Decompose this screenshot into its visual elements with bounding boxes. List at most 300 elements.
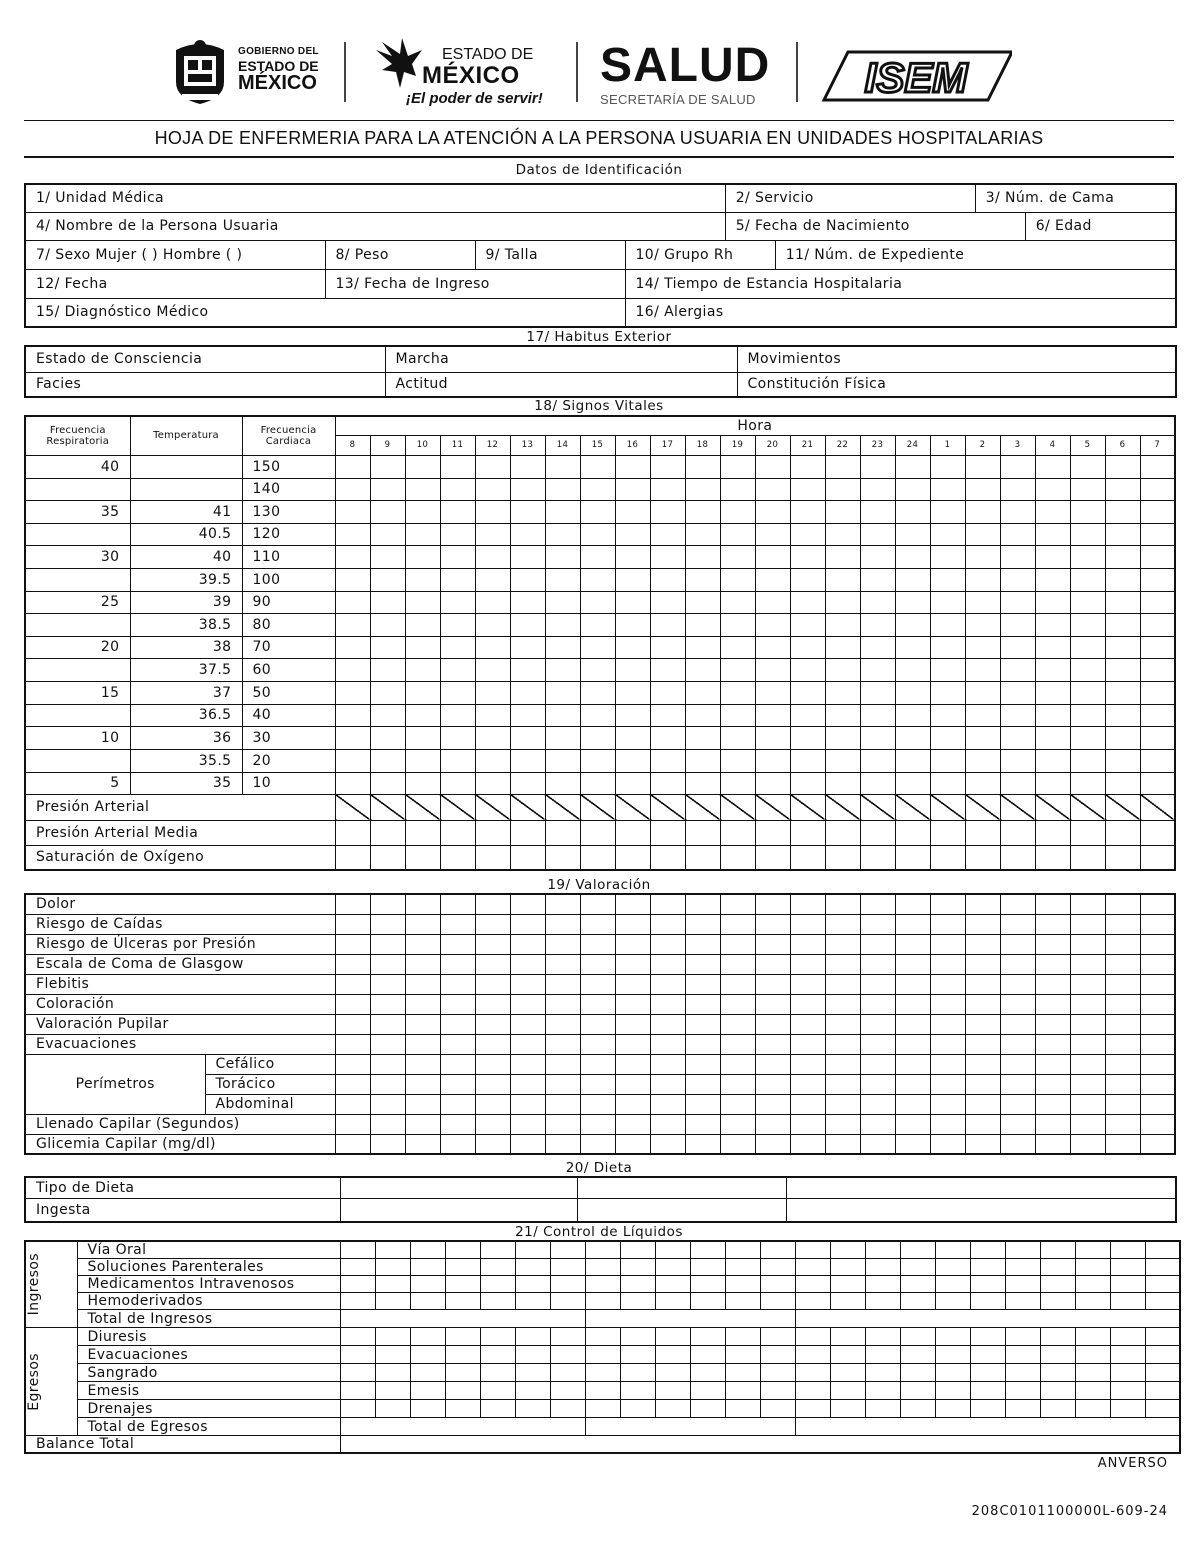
ingresos-cell[interactable] <box>725 1259 760 1276</box>
valoracion-cell[interactable] <box>510 954 545 974</box>
egresos-cell[interactable] <box>585 1382 620 1400</box>
valoracion-cell[interactable] <box>685 954 720 974</box>
vital-sign-cell[interactable] <box>1140 545 1175 568</box>
vital-sign-cell[interactable] <box>475 500 510 523</box>
presion-arterial-cell[interactable] <box>1000 794 1035 820</box>
egresos-cell[interactable] <box>690 1346 725 1364</box>
vital-sign-cell[interactable] <box>650 455 685 478</box>
vital-sign-cell[interactable] <box>1105 568 1140 591</box>
vital-sign-cell[interactable] <box>685 658 720 681</box>
vital-sign-cell[interactable] <box>930 704 965 726</box>
vital-sign-cell[interactable] <box>895 658 930 681</box>
presion-arterial-cell[interactable] <box>930 794 965 820</box>
ingresos-cell[interactable] <box>550 1293 585 1310</box>
ingresos-cell[interactable] <box>795 1276 830 1293</box>
egresos-cell[interactable] <box>550 1346 585 1364</box>
perimetro-cell[interactable] <box>405 1054 440 1074</box>
egresos-cell[interactable] <box>760 1328 795 1346</box>
valoracion-cell[interactable] <box>405 974 440 994</box>
egresos-cell[interactable] <box>865 1364 900 1382</box>
vital-sign-cell[interactable] <box>965 726 1000 749</box>
vital-sign-cell[interactable] <box>930 636 965 658</box>
vital-sign-cell[interactable] <box>1070 749 1105 772</box>
egresos-cell[interactable] <box>445 1400 480 1418</box>
valoracion-cell[interactable] <box>580 1034 615 1054</box>
field-unidad-medica[interactable]: 1/ Unidad Médica <box>25 184 725 212</box>
vital-sign-cell[interactable] <box>755 613 790 636</box>
egresos-cell[interactable] <box>655 1364 690 1382</box>
vital-sign-cell[interactable] <box>720 726 755 749</box>
valoracion-cell[interactable] <box>440 934 475 954</box>
vital-sign-cell[interactable] <box>615 478 650 500</box>
valoracion-cell[interactable] <box>370 1114 405 1134</box>
perimetro-cell[interactable] <box>965 1074 1000 1094</box>
valoracion-cell[interactable] <box>965 974 1000 994</box>
vital-sign-cell[interactable] <box>790 545 825 568</box>
vital-sign-cell[interactable] <box>370 726 405 749</box>
perimetro-cell[interactable] <box>825 1094 860 1114</box>
valoracion-cell[interactable] <box>965 934 1000 954</box>
vital-sign-cell[interactable] <box>685 478 720 500</box>
valoracion-cell[interactable] <box>825 1114 860 1134</box>
vital-sign-cell[interactable] <box>755 568 790 591</box>
vital-sign-cell[interactable] <box>720 523 755 545</box>
valoracion-cell[interactable] <box>685 1034 720 1054</box>
ingresos-cell[interactable] <box>375 1276 410 1293</box>
vital-sign-cell[interactable] <box>860 591 895 613</box>
ingresos-cell[interactable] <box>445 1259 480 1276</box>
egresos-cell[interactable] <box>830 1382 865 1400</box>
valoracion-cell[interactable] <box>1000 954 1035 974</box>
valoracion-cell[interactable] <box>370 894 405 914</box>
ingresos-cell[interactable] <box>760 1276 795 1293</box>
vital-sign-cell[interactable] <box>335 568 370 591</box>
egresos-cell[interactable] <box>480 1364 515 1382</box>
egresos-cell[interactable] <box>340 1328 375 1346</box>
perimetro-cell[interactable] <box>825 1074 860 1094</box>
presion-media-cell[interactable] <box>790 820 825 845</box>
valoracion-cell[interactable] <box>755 1014 790 1034</box>
perimetro-cell[interactable] <box>790 1094 825 1114</box>
vital-sign-cell[interactable] <box>545 749 580 772</box>
vital-sign-cell[interactable] <box>440 704 475 726</box>
ingresos-cell[interactable] <box>480 1276 515 1293</box>
vital-sign-cell[interactable] <box>860 478 895 500</box>
vital-sign-cell[interactable] <box>405 726 440 749</box>
vital-sign-cell[interactable] <box>1000 568 1035 591</box>
egresos-cell[interactable] <box>585 1364 620 1382</box>
vital-sign-cell[interactable] <box>370 568 405 591</box>
presion-media-cell[interactable] <box>475 820 510 845</box>
egresos-cell[interactable] <box>1075 1382 1110 1400</box>
egresos-cell[interactable] <box>550 1400 585 1418</box>
perimetro-cell[interactable] <box>545 1074 580 1094</box>
vital-sign-cell[interactable] <box>580 613 615 636</box>
presion-arterial-cell[interactable] <box>650 794 685 820</box>
egresos-cell[interactable] <box>1075 1400 1110 1418</box>
valoracion-cell[interactable] <box>1105 1134 1140 1154</box>
valoracion-cell[interactable] <box>1000 1014 1035 1034</box>
valoracion-cell[interactable] <box>720 1134 755 1154</box>
vital-sign-cell[interactable] <box>440 568 475 591</box>
vital-sign-cell[interactable] <box>1070 478 1105 500</box>
vital-sign-cell[interactable] <box>1000 545 1035 568</box>
vital-sign-cell[interactable] <box>370 591 405 613</box>
vital-sign-cell[interactable] <box>825 545 860 568</box>
valoracion-cell[interactable] <box>580 954 615 974</box>
total-egresos-turno-1[interactable] <box>340 1418 585 1436</box>
perimetro-cell[interactable] <box>790 1054 825 1074</box>
perimetro-cell[interactable] <box>405 1074 440 1094</box>
vital-sign-cell[interactable] <box>930 523 965 545</box>
egresos-cell[interactable] <box>655 1346 690 1364</box>
egresos-cell[interactable] <box>1145 1364 1180 1382</box>
perimetro-cell[interactable] <box>475 1054 510 1074</box>
valoracion-cell[interactable] <box>650 974 685 994</box>
vital-sign-cell[interactable] <box>370 545 405 568</box>
perimetro-cell[interactable] <box>790 1074 825 1094</box>
saturacion-cell[interactable] <box>965 845 1000 870</box>
vital-sign-cell[interactable] <box>1140 613 1175 636</box>
presion-arterial-cell[interactable] <box>545 794 580 820</box>
vital-sign-cell[interactable] <box>1000 613 1035 636</box>
ingresos-cell[interactable] <box>480 1241 515 1259</box>
valoracion-cell[interactable] <box>930 954 965 974</box>
presion-media-cell[interactable] <box>965 820 1000 845</box>
vital-sign-cell[interactable] <box>755 500 790 523</box>
egresos-cell[interactable] <box>900 1346 935 1364</box>
valoracion-cell[interactable] <box>405 954 440 974</box>
valoracion-cell[interactable] <box>510 1134 545 1154</box>
valoracion-cell[interactable] <box>895 974 930 994</box>
egresos-cell[interactable] <box>1145 1328 1180 1346</box>
ingresos-cell[interactable] <box>410 1241 445 1259</box>
valoracion-cell[interactable] <box>720 954 755 974</box>
vital-sign-cell[interactable] <box>1070 568 1105 591</box>
presion-arterial-cell[interactable] <box>790 794 825 820</box>
vital-sign-cell[interactable] <box>475 636 510 658</box>
valoracion-cell[interactable] <box>370 994 405 1014</box>
vital-sign-cell[interactable] <box>510 704 545 726</box>
vital-sign-cell[interactable] <box>440 749 475 772</box>
valoracion-cell[interactable] <box>1070 974 1105 994</box>
vital-sign-cell[interactable] <box>510 545 545 568</box>
valoracion-cell[interactable] <box>825 914 860 934</box>
vital-sign-cell[interactable] <box>860 704 895 726</box>
vital-sign-cell[interactable] <box>860 772 895 794</box>
egresos-cell[interactable] <box>1040 1328 1075 1346</box>
ingresos-cell[interactable] <box>515 1259 550 1276</box>
valoracion-cell[interactable] <box>475 954 510 974</box>
vital-sign-cell[interactable] <box>965 681 1000 704</box>
vital-sign-cell[interactable] <box>545 591 580 613</box>
vital-sign-cell[interactable] <box>510 749 545 772</box>
presion-media-cell[interactable] <box>335 820 370 845</box>
valoracion-cell[interactable] <box>965 994 1000 1014</box>
valoracion-cell[interactable] <box>1140 1114 1175 1134</box>
ingresos-cell[interactable] <box>585 1293 620 1310</box>
perimetro-cell[interactable] <box>685 1094 720 1114</box>
perimetro-cell[interactable] <box>1070 1094 1105 1114</box>
egresos-cell[interactable] <box>1005 1364 1040 1382</box>
ingresos-cell[interactable] <box>970 1276 1005 1293</box>
valoracion-cell[interactable] <box>1140 1014 1175 1034</box>
valoracion-cell[interactable] <box>720 974 755 994</box>
valoracion-cell[interactable] <box>545 1114 580 1134</box>
ingresos-cell[interactable] <box>445 1293 480 1310</box>
vital-sign-cell[interactable] <box>615 500 650 523</box>
presion-arterial-cell[interactable] <box>965 794 1000 820</box>
vital-sign-cell[interactable] <box>1105 704 1140 726</box>
egresos-cell[interactable] <box>900 1400 935 1418</box>
valoracion-cell[interactable] <box>1105 974 1140 994</box>
valoracion-cell[interactable] <box>1035 914 1070 934</box>
vital-sign-cell[interactable] <box>650 523 685 545</box>
valoracion-cell[interactable] <box>825 934 860 954</box>
perimetro-cell[interactable] <box>615 1094 650 1114</box>
vital-sign-cell[interactable] <box>965 545 1000 568</box>
presion-media-cell[interactable] <box>1035 820 1070 845</box>
vital-sign-cell[interactable] <box>860 726 895 749</box>
field-sexo[interactable]: 7/ Sexo Mujer ( ) Hombre ( ) <box>25 240 325 269</box>
presion-arterial-cell[interactable] <box>335 794 370 820</box>
egresos-cell[interactable] <box>900 1328 935 1346</box>
valoracion-cell[interactable] <box>580 894 615 914</box>
ingresos-cell[interactable] <box>1110 1259 1145 1276</box>
vital-sign-cell[interactable] <box>545 613 580 636</box>
vital-sign-cell[interactable] <box>440 455 475 478</box>
vital-sign-cell[interactable] <box>965 591 1000 613</box>
vital-sign-cell[interactable] <box>1140 568 1175 591</box>
egresos-cell[interactable] <box>410 1382 445 1400</box>
egresos-cell[interactable] <box>935 1346 970 1364</box>
dieta-ingesta-cell-2[interactable] <box>577 1198 786 1222</box>
perimetro-cell[interactable] <box>755 1054 790 1074</box>
vital-sign-cell[interactable] <box>335 613 370 636</box>
vital-sign-cell[interactable] <box>650 591 685 613</box>
field-estado-consciencia[interactable]: Estado de Consciencia <box>25 346 385 372</box>
vital-sign-cell[interactable] <box>965 455 1000 478</box>
valoracion-cell[interactable] <box>860 1134 895 1154</box>
vital-sign-cell[interactable] <box>510 636 545 658</box>
vital-sign-cell[interactable] <box>720 704 755 726</box>
valoracion-cell[interactable] <box>440 954 475 974</box>
field-tiempo-estancia[interactable]: 14/ Tiempo de Estancia Hospitalaria <box>625 269 1176 298</box>
presion-media-cell[interactable] <box>650 820 685 845</box>
vital-sign-cell[interactable] <box>930 772 965 794</box>
ingresos-cell[interactable] <box>830 1241 865 1259</box>
perimetro-cell[interactable] <box>755 1094 790 1114</box>
vital-sign-cell[interactable] <box>650 772 685 794</box>
valoracion-cell[interactable] <box>335 894 370 914</box>
egresos-cell[interactable] <box>1145 1346 1180 1364</box>
perimetro-cell[interactable] <box>720 1094 755 1114</box>
vital-sign-cell[interactable] <box>335 749 370 772</box>
egresos-cell[interactable] <box>1040 1400 1075 1418</box>
egresos-cell[interactable] <box>410 1328 445 1346</box>
egresos-cell[interactable] <box>725 1382 760 1400</box>
valoracion-cell[interactable] <box>825 894 860 914</box>
vital-sign-cell[interactable] <box>790 704 825 726</box>
vital-sign-cell[interactable] <box>965 523 1000 545</box>
vital-sign-cell[interactable] <box>335 523 370 545</box>
perimetro-cell[interactable] <box>720 1074 755 1094</box>
valoracion-cell[interactable] <box>370 954 405 974</box>
ingresos-cell[interactable] <box>585 1241 620 1259</box>
presion-arterial-cell[interactable] <box>615 794 650 820</box>
presion-media-cell[interactable] <box>1000 820 1035 845</box>
ingresos-cell[interactable] <box>620 1276 655 1293</box>
valoracion-cell[interactable] <box>545 934 580 954</box>
valoracion-cell[interactable] <box>755 914 790 934</box>
vital-sign-cell[interactable] <box>405 500 440 523</box>
valoracion-cell[interactable] <box>405 994 440 1014</box>
valoracion-cell[interactable] <box>965 894 1000 914</box>
egresos-cell[interactable] <box>725 1328 760 1346</box>
valoracion-cell[interactable] <box>755 974 790 994</box>
vital-sign-cell[interactable] <box>685 500 720 523</box>
vital-sign-cell[interactable] <box>1070 772 1105 794</box>
vital-sign-cell[interactable] <box>1140 658 1175 681</box>
valoracion-cell[interactable] <box>650 914 685 934</box>
egresos-cell[interactable] <box>620 1328 655 1346</box>
egresos-cell[interactable] <box>1110 1400 1145 1418</box>
egresos-cell[interactable] <box>1145 1400 1180 1418</box>
egresos-cell[interactable] <box>375 1328 410 1346</box>
vital-sign-cell[interactable] <box>545 478 580 500</box>
ingresos-cell[interactable] <box>1110 1293 1145 1310</box>
ingresos-cell[interactable] <box>655 1241 690 1259</box>
total-ingresos-turno-3[interactable] <box>795 1310 1180 1328</box>
vital-sign-cell[interactable] <box>405 591 440 613</box>
vital-sign-cell[interactable] <box>545 500 580 523</box>
vital-sign-cell[interactable] <box>545 545 580 568</box>
perimetro-cell[interactable] <box>685 1074 720 1094</box>
vital-sign-cell[interactable] <box>615 613 650 636</box>
valoracion-cell[interactable] <box>650 934 685 954</box>
valoracion-cell[interactable] <box>825 1014 860 1034</box>
perimetro-cell[interactable] <box>1140 1094 1175 1114</box>
vital-sign-cell[interactable] <box>825 636 860 658</box>
vital-sign-cell[interactable] <box>405 636 440 658</box>
vital-sign-cell[interactable] <box>370 681 405 704</box>
vital-sign-cell[interactable] <box>1070 704 1105 726</box>
valoracion-cell[interactable] <box>580 934 615 954</box>
vital-sign-cell[interactable] <box>580 455 615 478</box>
vital-sign-cell[interactable] <box>930 455 965 478</box>
presion-arterial-cell[interactable] <box>720 794 755 820</box>
ingresos-cell[interactable] <box>900 1276 935 1293</box>
vital-sign-cell[interactable] <box>755 478 790 500</box>
valoracion-cell[interactable] <box>720 914 755 934</box>
saturacion-cell[interactable] <box>580 845 615 870</box>
vital-sign-cell[interactable] <box>1070 726 1105 749</box>
field-constitucion[interactable]: Constitución Física <box>737 372 1176 397</box>
valoracion-cell[interactable] <box>720 894 755 914</box>
vital-sign-cell[interactable] <box>825 500 860 523</box>
valoracion-cell[interactable] <box>860 894 895 914</box>
egresos-cell[interactable] <box>620 1346 655 1364</box>
ingresos-cell[interactable] <box>1005 1241 1040 1259</box>
valoracion-cell[interactable] <box>440 894 475 914</box>
vital-sign-cell[interactable] <box>440 681 475 704</box>
vital-sign-cell[interactable] <box>405 478 440 500</box>
saturacion-cell[interactable] <box>825 845 860 870</box>
valoracion-cell[interactable] <box>965 1114 1000 1134</box>
saturacion-cell[interactable] <box>860 845 895 870</box>
vital-sign-cell[interactable] <box>405 568 440 591</box>
presion-arterial-cell[interactable] <box>1070 794 1105 820</box>
vital-sign-cell[interactable] <box>860 749 895 772</box>
saturacion-cell[interactable] <box>685 845 720 870</box>
valoracion-cell[interactable] <box>1000 934 1035 954</box>
vital-sign-cell[interactable] <box>370 500 405 523</box>
valoracion-cell[interactable] <box>510 934 545 954</box>
egresos-cell[interactable] <box>795 1364 830 1382</box>
valoracion-cell[interactable] <box>1070 1114 1105 1134</box>
valoracion-cell[interactable] <box>930 1114 965 1134</box>
vital-sign-cell[interactable] <box>1140 478 1175 500</box>
vital-sign-cell[interactable] <box>755 681 790 704</box>
vital-sign-cell[interactable] <box>895 545 930 568</box>
ingresos-cell[interactable] <box>340 1241 375 1259</box>
valoracion-cell[interactable] <box>335 914 370 934</box>
valoracion-cell[interactable] <box>615 894 650 914</box>
vital-sign-cell[interactable] <box>1035 772 1070 794</box>
presion-arterial-cell[interactable] <box>1105 794 1140 820</box>
ingresos-cell[interactable] <box>935 1241 970 1259</box>
vital-sign-cell[interactable] <box>1070 455 1105 478</box>
valoracion-cell[interactable] <box>580 974 615 994</box>
valoracion-cell[interactable] <box>1140 934 1175 954</box>
saturacion-cell[interactable] <box>1000 845 1035 870</box>
saturacion-cell[interactable] <box>930 845 965 870</box>
dieta-ingesta-cell-1[interactable] <box>340 1198 577 1222</box>
ingresos-cell[interactable] <box>375 1241 410 1259</box>
saturacion-cell[interactable] <box>790 845 825 870</box>
valoracion-cell[interactable] <box>1140 1034 1175 1054</box>
egresos-cell[interactable] <box>445 1328 480 1346</box>
vital-sign-cell[interactable] <box>825 681 860 704</box>
saturacion-cell[interactable] <box>335 845 370 870</box>
saturacion-cell[interactable] <box>545 845 580 870</box>
vital-sign-cell[interactable] <box>475 523 510 545</box>
vital-sign-cell[interactable] <box>895 568 930 591</box>
ingresos-cell[interactable] <box>900 1293 935 1310</box>
valoracion-cell[interactable] <box>475 894 510 914</box>
egresos-cell[interactable] <box>760 1346 795 1364</box>
valoracion-cell[interactable] <box>545 1014 580 1034</box>
vital-sign-cell[interactable] <box>510 681 545 704</box>
presion-media-cell[interactable] <box>685 820 720 845</box>
vital-sign-cell[interactable] <box>440 613 475 636</box>
vital-sign-cell[interactable] <box>930 500 965 523</box>
valoracion-cell[interactable] <box>370 914 405 934</box>
perimetro-cell[interactable] <box>510 1074 545 1094</box>
vital-sign-cell[interactable] <box>860 523 895 545</box>
valoracion-cell[interactable] <box>1105 994 1140 1014</box>
egresos-cell[interactable] <box>1110 1364 1145 1382</box>
egresos-cell[interactable] <box>585 1346 620 1364</box>
field-num-cama[interactable]: 3/ Núm. de Cama <box>975 184 1176 212</box>
vital-sign-cell[interactable] <box>650 636 685 658</box>
valoracion-cell[interactable] <box>685 1114 720 1134</box>
perimetro-cell[interactable] <box>475 1094 510 1114</box>
vital-sign-cell[interactable] <box>1105 772 1140 794</box>
valoracion-cell[interactable] <box>1035 1014 1070 1034</box>
vital-sign-cell[interactable] <box>860 455 895 478</box>
balance-total-value[interactable] <box>340 1436 1180 1454</box>
